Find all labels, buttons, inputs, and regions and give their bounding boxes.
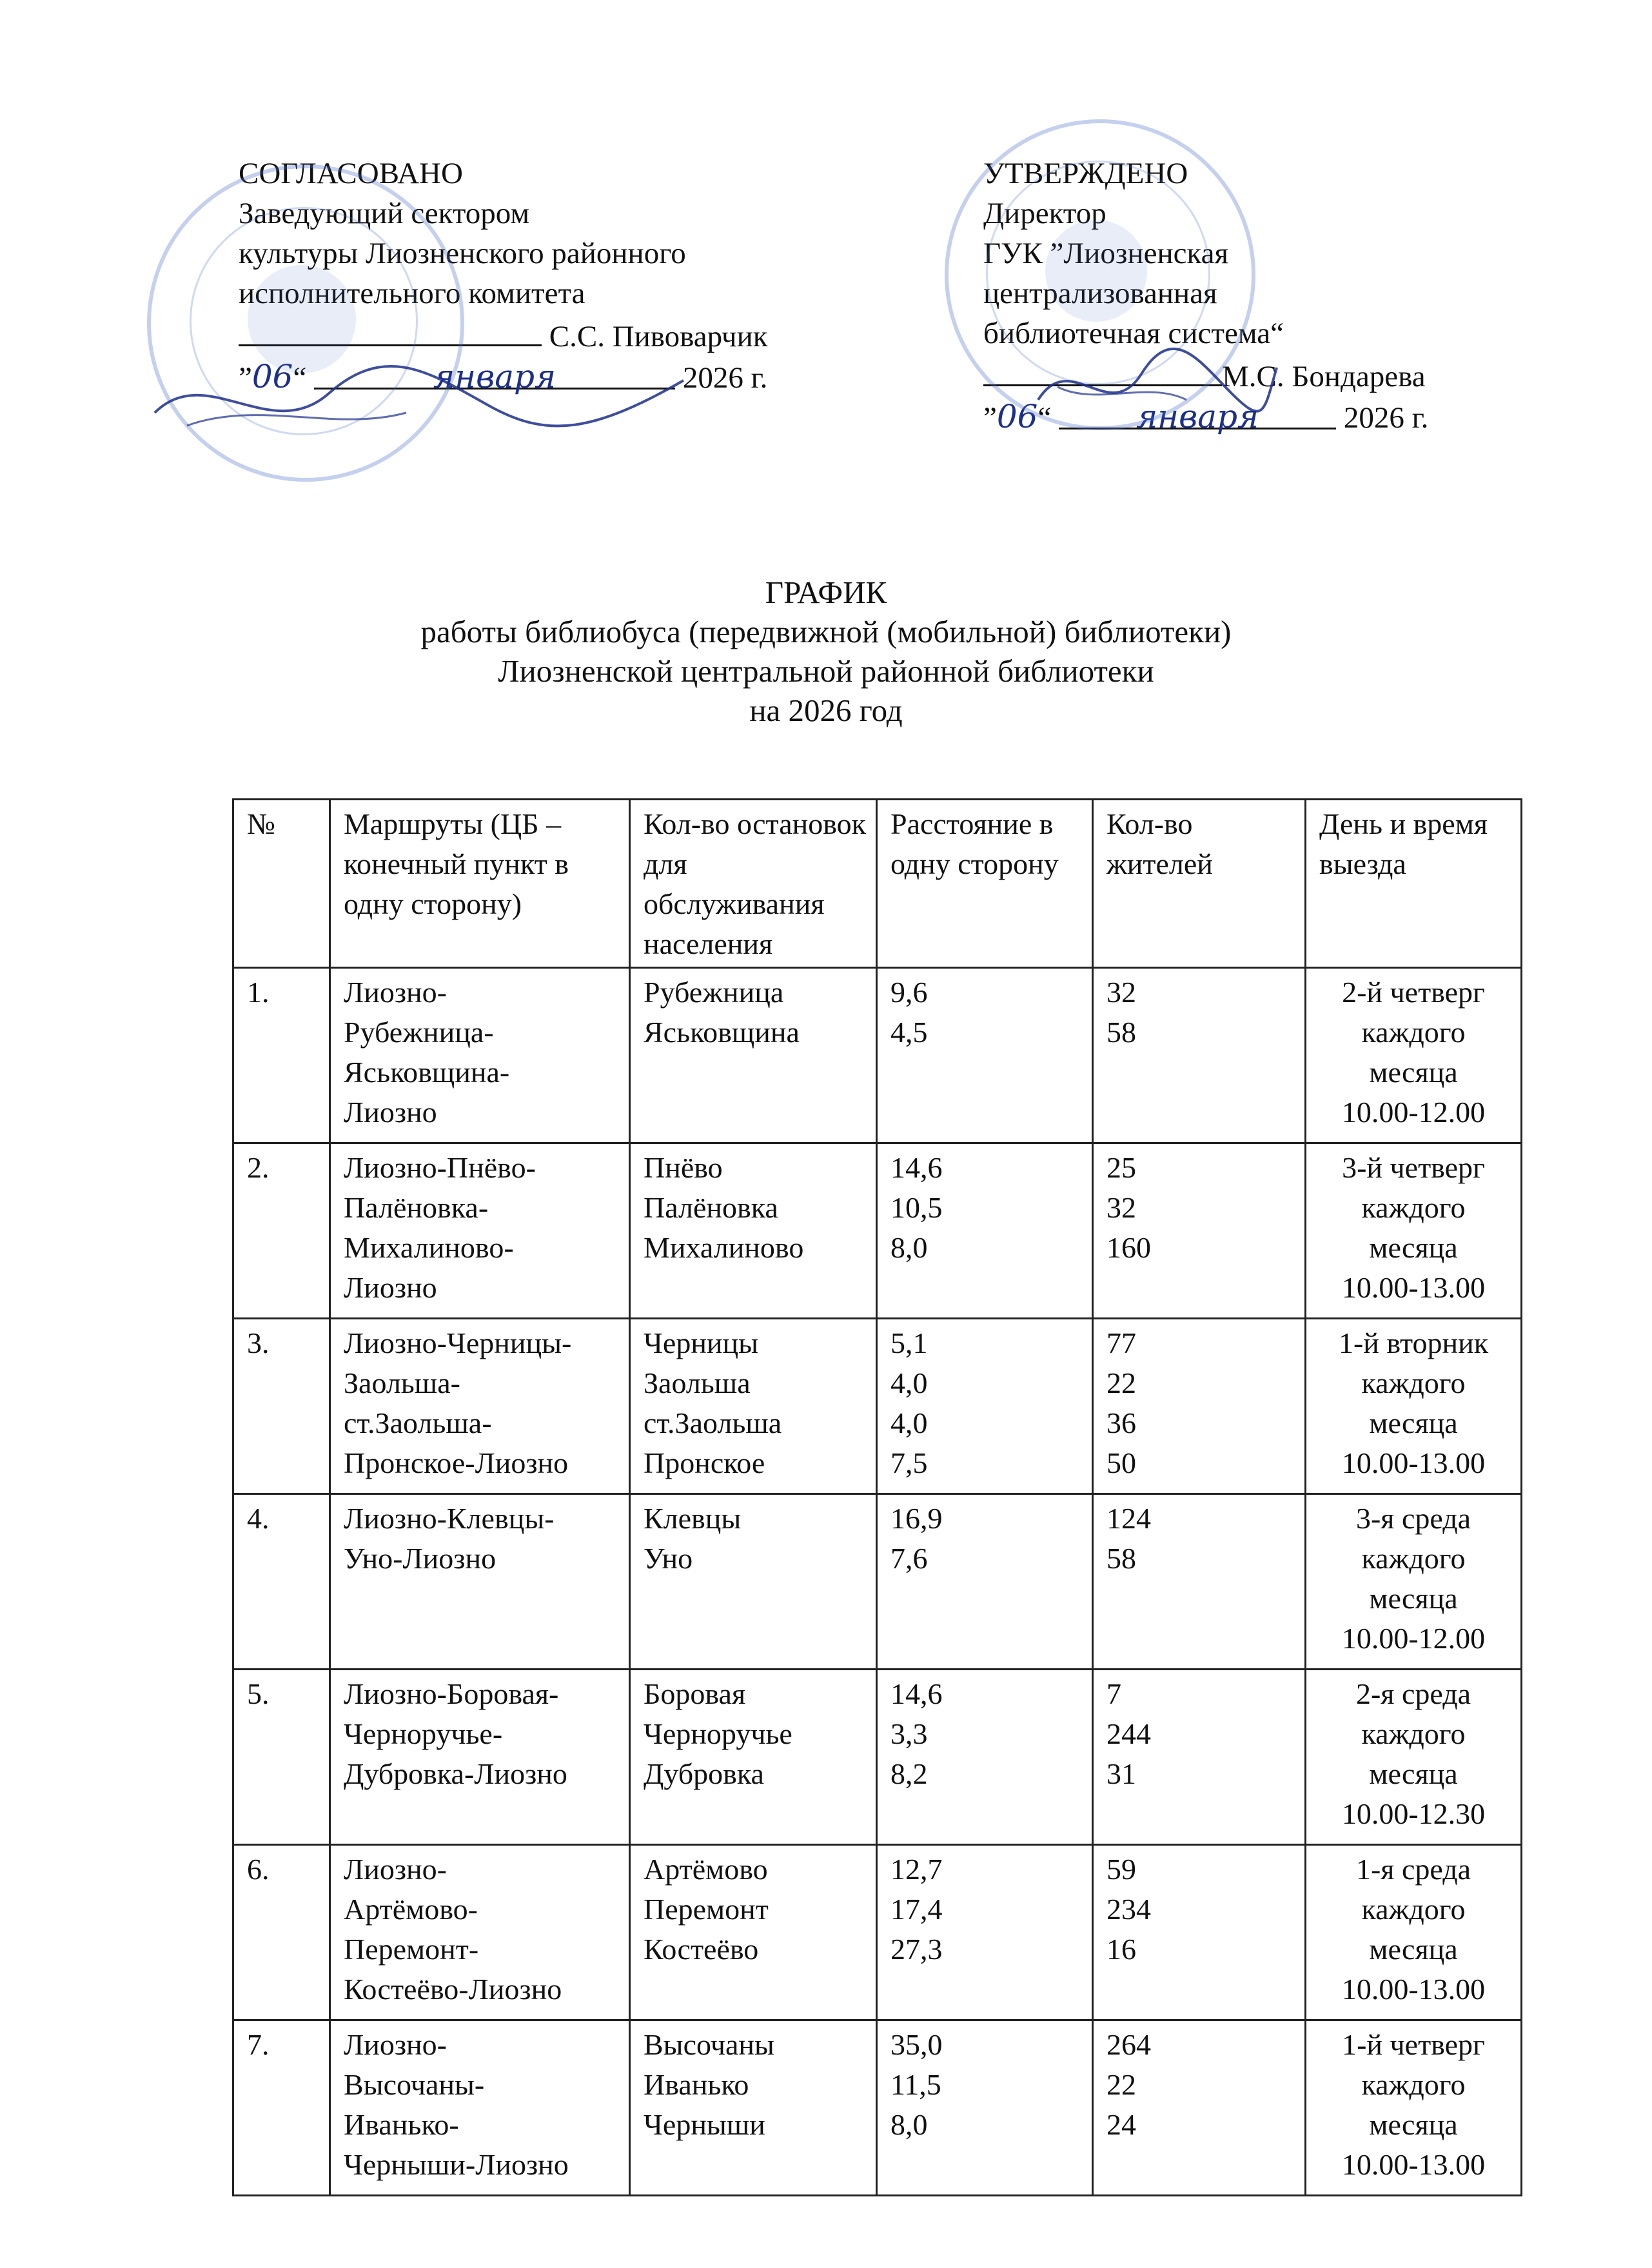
approved-position-line4: библиотечная система“	[983, 317, 1284, 350]
cell-stops: Артёмово Перемонт Костеёво	[630, 1845, 877, 2020]
table-row	[233, 1494, 1522, 1670]
cell-number: 3.	[233, 1319, 330, 1494]
cell-residents: 7 244 31	[1093, 1670, 1306, 1845]
header-number: №	[233, 800, 330, 968]
date-quote-close: “	[293, 361, 307, 395]
cell-route: Лиозно-Клевцы- Уно-Лиозно	[330, 1494, 630, 1670]
cell-route: Лиозно- Рубежница- Яськовщина- Лиозно	[330, 968, 630, 1143]
cell-stops: Боровая Черноручье Дубровка	[630, 1670, 877, 1845]
table-header-row	[233, 800, 1522, 968]
approved-date-line	[983, 397, 1428, 438]
cell-route: Лиозно-Черницы- Заольша- ст.Заольша- Пронское-Лиозно	[330, 1319, 630, 1494]
agreed-block	[239, 153, 768, 398]
cell-distance: 14,6 10,5 8,0	[877, 1143, 1093, 1319]
cell-route: Лиозно-Пнёво- Палёновка- Михалиново- Лиозно	[330, 1143, 630, 1319]
agreed-date-line	[239, 357, 768, 398]
cell-route: Лиозно-Боровая- Черноручье- Дубровка-Лиозно	[330, 1670, 630, 1845]
cell-number: 4.	[233, 1494, 330, 1670]
header-stops: Кол-во остановок для обслуживания населения	[630, 800, 877, 968]
signature-blank	[983, 353, 1222, 386]
date-month-handwritten: января	[433, 358, 556, 395]
agreed-year: 2026 г.	[682, 361, 768, 395]
title-subtitle-line1: работы библиобуса (передвижной (мобильной) библиотеки)	[420, 614, 1232, 649]
date-month-blank	[1059, 397, 1336, 435]
cell-day-time: 1-й четверг каждого месяца 10.00-13.00	[1306, 2020, 1522, 2196]
cell-residents: 264 22 24	[1093, 2020, 1306, 2196]
approved-signatory-name: М.С. Бондарева	[1222, 360, 1426, 393]
title-subtitle-line2: Лиозненской центральной районной библиотеки	[498, 653, 1154, 689]
date-day-handwritten: 06	[251, 358, 293, 395]
cell-day-time: 2-я среда каждого месяца 10.00-12.30	[1306, 1670, 1522, 1845]
approved-signature-line	[983, 353, 1428, 397]
signature-blank	[239, 313, 542, 346]
date-month-handwritten: января	[1136, 398, 1259, 435]
header-route: Маршруты (ЦБ – конечный пункт в одну сторону)	[330, 800, 630, 968]
cell-residents: 59 234 16	[1093, 1845, 1306, 2020]
cell-stops: Клевцы Уно	[630, 1494, 877, 1670]
date-quote-open: ”	[239, 361, 252, 395]
approved-year: 2026 г.	[1343, 401, 1429, 435]
cell-stops: Рубежница Яськовщина	[630, 968, 877, 1143]
date-quote-open: ”	[983, 401, 997, 435]
document-title	[0, 573, 1652, 730]
cell-stops: Пнёво Палёновка Михалиново	[630, 1143, 877, 1319]
cell-residents: 77 22 36 50	[1093, 1319, 1306, 1494]
cell-number: 1.	[233, 968, 330, 1143]
cell-distance: 35,0 11,5 8,0	[877, 2020, 1093, 2196]
approved-position-line1: Директор	[983, 197, 1106, 230]
cell-distance: 14,6 3,3 8,2	[877, 1670, 1093, 1845]
header-distance: Расстояние в одну сторону	[877, 800, 1093, 968]
cell-number: 7.	[233, 2020, 330, 2196]
date-month-blank	[314, 357, 675, 395]
agreed-position-line2: культуры Лиозненского районного	[239, 237, 686, 270]
date-quote-close: “	[1037, 401, 1052, 435]
cell-day-time: 3-й четверг каждого месяца 10.00-13.00	[1306, 1143, 1522, 1319]
agreed-position-line3: исполнительного комитета	[239, 277, 585, 310]
header-residents: Кол-во жителей	[1093, 800, 1306, 968]
cell-distance: 12,7 17,4 27,3	[877, 1845, 1093, 2020]
table-row	[233, 1319, 1522, 1494]
table-row	[233, 2020, 1522, 2196]
cell-residents: 25 32 160	[1093, 1143, 1306, 1319]
cell-distance: 5,1 4,0 4,0 7,5	[877, 1319, 1093, 1494]
table-row	[233, 1143, 1522, 1319]
agreed-signature-line	[239, 313, 768, 357]
table-row	[233, 1845, 1522, 2020]
table-row	[233, 968, 1522, 1143]
cell-day-time: 3-я среда каждого месяца 10.00-12.00	[1306, 1494, 1522, 1670]
cell-distance: 9,6 4,5	[877, 968, 1093, 1143]
cell-day-time: 1-й вторник каждого месяца 10.00-13.00	[1306, 1319, 1522, 1494]
cell-route: Лиозно- Артёмово- Перемонт- Костеёво-Лиозно	[330, 1845, 630, 2020]
cell-day-time: 2-й четверг каждого месяца 10.00-12.00	[1306, 968, 1522, 1143]
cell-residents: 32 58	[1093, 968, 1306, 1143]
cell-number: 6.	[233, 1845, 330, 2020]
approved-block	[983, 153, 1428, 438]
cell-number: 5.	[233, 1670, 330, 1845]
title-heading: ГРАФИК	[765, 575, 887, 610]
approved-heading: УТВЕРЖДЕНО	[983, 157, 1188, 190]
cell-residents: 124 58	[1093, 1494, 1306, 1670]
approved-position-line2: ГУК ”Лиозненская	[983, 237, 1229, 270]
table-row	[233, 1670, 1522, 1845]
approved-position-line3: централизованная	[983, 277, 1217, 310]
cell-day-time: 1-я среда каждого месяца 10.00-13.00	[1306, 1845, 1522, 2020]
agreed-signatory-name: С.С. Пивоварчик	[549, 320, 768, 353]
title-year-line: на 2026 год	[749, 693, 903, 728]
cell-stops: Черницы Заольша ст.Заольша Пронское	[630, 1319, 877, 1494]
agreed-position-line1: Заведующий сектором	[239, 197, 530, 230]
schedule-table	[232, 798, 1522, 2196]
header-day-time: День и время выезда	[1306, 800, 1522, 968]
cell-number: 2.	[233, 1143, 330, 1319]
cell-route: Лиозно- Высочаны- Иванько- Черныши-Лиозно	[330, 2020, 630, 2196]
cell-distance: 16,9 7,6	[877, 1494, 1093, 1670]
cell-stops: Высочаны Иванько Черныши	[630, 2020, 877, 2196]
agreed-heading: СОГЛАСОВАНО	[239, 157, 463, 190]
date-day-handwritten: 06	[996, 398, 1038, 435]
